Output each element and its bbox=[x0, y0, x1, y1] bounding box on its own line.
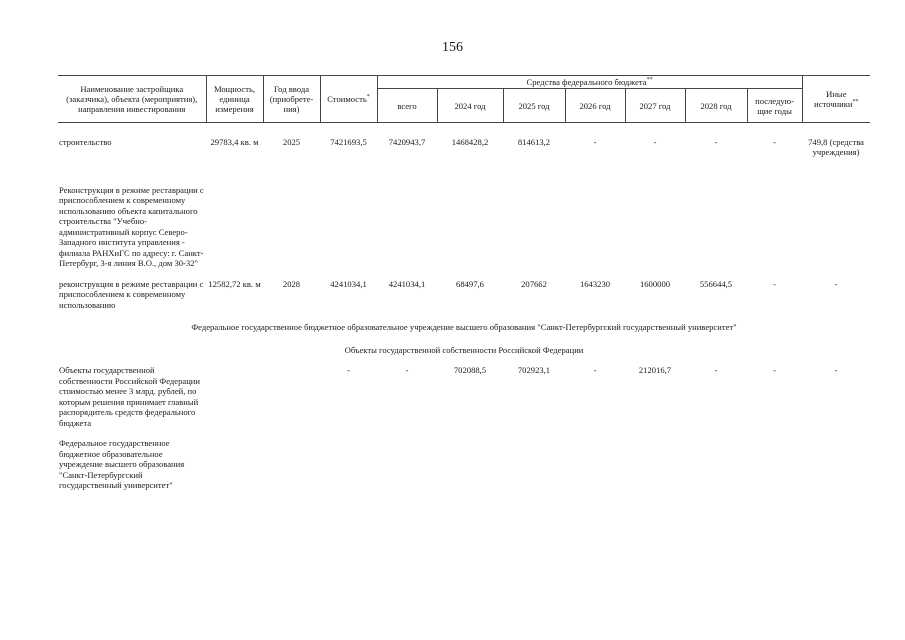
row-year: 2025 bbox=[282, 136, 301, 147]
table-row bbox=[58, 185, 870, 269]
header-cost-sup: * bbox=[366, 94, 370, 101]
header-federal-sup: ** bbox=[646, 77, 653, 84]
row-year: 2028 bbox=[282, 278, 301, 289]
table-row bbox=[58, 322, 870, 332]
table-row bbox=[58, 345, 870, 355]
header-2026: 2026 год bbox=[565, 89, 625, 123]
row-2027: 212016,7 bbox=[638, 365, 672, 376]
header-year: Год ввода (приобрете-ния) bbox=[263, 76, 320, 123]
header-2025: 2025 год bbox=[503, 89, 565, 123]
header-2024: 2024 год bbox=[437, 89, 503, 123]
header-other-sup: ** bbox=[852, 99, 859, 106]
row-2026: 1643230 bbox=[579, 278, 611, 289]
row-total: 7420943,7 bbox=[388, 136, 426, 147]
header-federal-label: Средства федерального бюджета bbox=[526, 77, 647, 87]
row-2027: 1600000 bbox=[639, 278, 671, 289]
row-name: Реконструкция в режиме реставрации с приспособлением к современному использованию объекта капитального строительства "Учебно-административный корпус Северо-Западного института управления - филиала РАНХиГС по адресу: г. Санкт-Петербург, 3-я линия В.О., дом 30-32" bbox=[59, 184, 204, 269]
row-other: - bbox=[834, 278, 838, 289]
row-capacity: 12582,72 кв. м bbox=[208, 278, 261, 289]
row-later: - bbox=[773, 365, 776, 376]
header-cost bbox=[320, 76, 377, 123]
row-2025: 814613,2 bbox=[517, 136, 551, 147]
row-2024: 68497,6 bbox=[456, 278, 484, 289]
header-other bbox=[802, 76, 870, 123]
page-number: 156 bbox=[442, 40, 463, 55]
header-2028: 2028 год bbox=[685, 89, 747, 123]
row-2025: 702923,1 bbox=[517, 365, 551, 376]
row-cost: - bbox=[347, 365, 350, 376]
federal-objects-heading: Объекты государственной собственности Российской Федерации bbox=[344, 344, 584, 355]
row-later: - bbox=[773, 136, 776, 147]
row-capacity: 29783,4 кв. м bbox=[210, 136, 259, 147]
header-2027: 2027 год bbox=[625, 89, 685, 123]
table-row bbox=[58, 137, 870, 177]
row-later: - bbox=[773, 278, 776, 289]
header-name: Наименование застройщика (заказчика), объекта (мероприятия), направления инвестирования bbox=[58, 76, 206, 123]
header-total: всего bbox=[377, 89, 437, 123]
row-2027: - bbox=[653, 136, 657, 147]
header-cost-label: Стоимость bbox=[327, 94, 367, 104]
row-2026: - bbox=[593, 136, 597, 147]
row-year bbox=[263, 365, 320, 428]
table-row bbox=[58, 279, 870, 310]
row-2028: 556644,5 bbox=[699, 278, 733, 289]
header-capacity: Мощность, единица измерения bbox=[206, 76, 263, 123]
row-name: Федеральное государственное бюджетное образовательное учреждение высшего образования "Санкт-Петербургский государственный университет" bbox=[59, 438, 185, 491]
row-name: Объекты государственной собственности Российской Федерации стоимостью менее 3 млрд. рублей, по которым решения принимает главный распорядитель средств федерального бюджета bbox=[59, 365, 200, 428]
budget-table bbox=[58, 75, 870, 491]
row-name: строительство bbox=[59, 136, 112, 147]
header-other-label: Иные источники bbox=[814, 88, 853, 110]
row-cost: 7421693,5 bbox=[330, 136, 367, 147]
row-2024: 1468428,2 bbox=[451, 136, 489, 147]
row-name: реконструкция в режиме реставрации с приспособлением к современному использованию bbox=[59, 278, 204, 310]
row-2028: - bbox=[714, 136, 718, 147]
row-2025: 207662 bbox=[521, 278, 547, 289]
institution-heading: Федеральное государственное бюджетное образовательное учреждение высшего образования "Санкт-Петербургский государственный университет" bbox=[191, 322, 737, 333]
row-other: 749,8 (средства учреждения) bbox=[808, 136, 864, 158]
header-federal bbox=[377, 76, 802, 89]
table-row bbox=[58, 365, 870, 428]
header-later: последую-щие годы bbox=[747, 89, 802, 123]
row-total: - bbox=[405, 365, 409, 376]
row-total: 4241034,1 bbox=[388, 278, 426, 289]
row-2026: - bbox=[593, 365, 597, 376]
row-cost: 4241034,1 bbox=[330, 278, 367, 289]
table-row bbox=[58, 438, 870, 490]
row-2028: - bbox=[714, 365, 718, 376]
row-capacity bbox=[206, 365, 263, 428]
row-other: - bbox=[834, 365, 838, 376]
row-2024: 702088,5 bbox=[453, 365, 487, 376]
